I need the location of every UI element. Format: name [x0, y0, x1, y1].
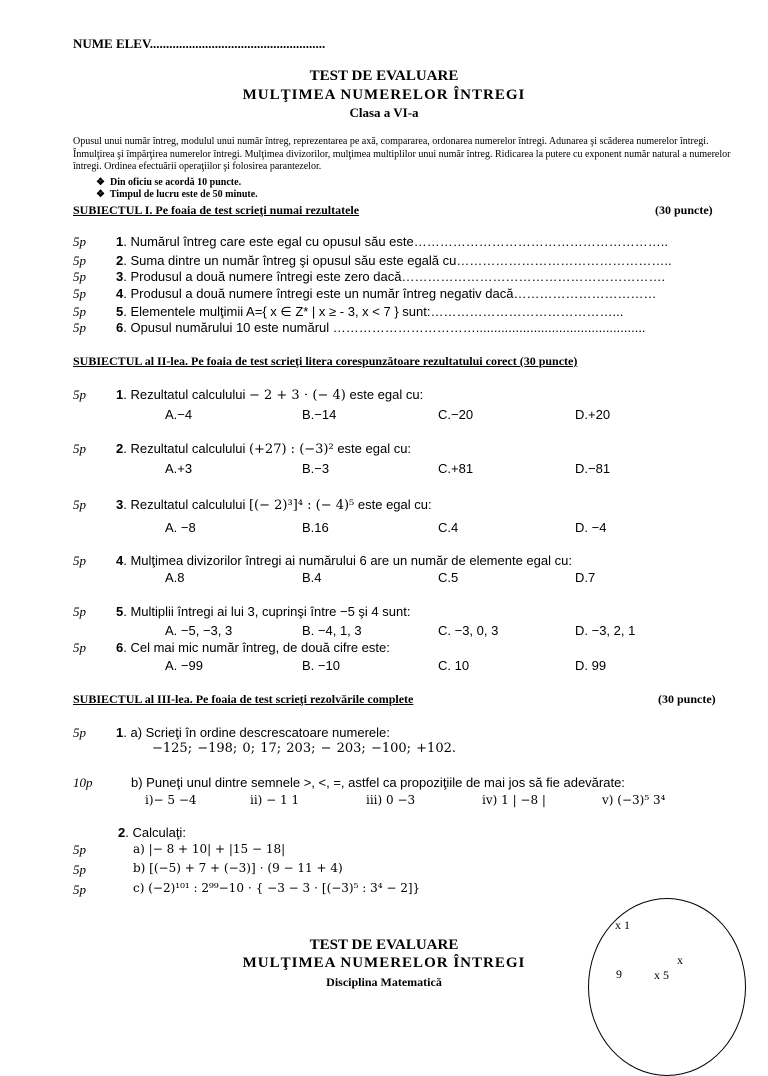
- question-3-1a: [116, 725, 390, 740]
- question-text: este egal cu:: [354, 497, 432, 512]
- answer-option-c: C. −3, 0, 3: [438, 623, 499, 638]
- question-text: . Suma dintre un număr întreg şi opusul său este egală cu…………………………………………..: [123, 253, 672, 268]
- question-text: . Calculaţi:: [125, 825, 186, 840]
- question-number: 5: [116, 604, 124, 619]
- bullet-official-points: ❖ Din oficiu se acordă 10 puncte.: [96, 177, 242, 188]
- question-text: . Produsul a două numere întregi este un număr întreg negativ dacă……………………………: [123, 286, 657, 301]
- diagram-label: 9: [616, 967, 622, 981]
- bullet-text: Timpul de lucru este de 50 minute.: [109, 189, 258, 200]
- section2-title: SUBIECTUL al II-lea. Pe foaia de test scrieţi litera corespunzătoare rezultatului corect (30 puncte): [73, 354, 578, 368]
- answer-option-b: B.4: [302, 570, 322, 585]
- question-text: . a) Scrieţi în ordine descrescatoare numerele:: [123, 725, 390, 740]
- diagram-label: x 5: [654, 968, 669, 982]
- question-3-1b: b) Puneţi unul dintre semnele >, <, =, astfel ca propoziţiile de mai jos să fie adevărate:: [131, 775, 625, 790]
- footer-subtitle: MULŢIMEA NUMERELOR ÎNTREGI: [242, 955, 526, 971]
- diagram-label: x: [677, 953, 683, 967]
- question-text: . Rezultatul calculului: [123, 387, 249, 402]
- question-3-2: [118, 825, 186, 840]
- question-number: 2: [116, 441, 124, 456]
- bullet-work-time: ❖ Timpul de lucru este de 50 minute.: [96, 189, 258, 200]
- class-label: Clasa a VI-a: [349, 105, 419, 120]
- answer-option-a: A.+3: [165, 461, 193, 476]
- question-number: 1: [116, 725, 124, 740]
- footer-title: TEST DE EVALUARE: [309, 937, 459, 953]
- points-label: 5p: [73, 320, 86, 335]
- question-text: . Multiplii întregi ai lui 3, cuprinşi între −5 şi 4 sunt:: [123, 604, 411, 619]
- question-text: este egal cu:: [333, 441, 412, 456]
- calc-b: b) [(−5) + 7 + (−3)] ⋅ (9 − 11 + 4): [133, 861, 343, 875]
- answer-option-b: B.16: [302, 520, 329, 535]
- section2-question: [116, 640, 390, 655]
- question-text: . Numărul întreg care este egal cu opusul său este…………………………………………………..: [123, 234, 668, 249]
- comparison-v: v) (−3)⁵ 3⁴: [602, 793, 666, 807]
- question-number: 2: [118, 825, 126, 840]
- section1-points: (30 puncte): [655, 203, 713, 217]
- question-number: 2: [116, 253, 124, 268]
- points-label: 5p: [73, 842, 86, 857]
- section2-question: [116, 553, 572, 568]
- question-number: 3: [116, 497, 124, 512]
- question-text: este egal cu:: [345, 387, 424, 402]
- points-label: 5p: [73, 553, 86, 568]
- comparison-i: i)− 5 −4: [145, 793, 197, 807]
- test-title: TEST DE EVALUARE: [309, 68, 459, 84]
- question-text: . Rezultatul calculului: [123, 497, 249, 512]
- answer-option-d: D. −4: [575, 520, 607, 535]
- section2-question: [116, 604, 410, 619]
- points-label: 5p: [73, 725, 86, 740]
- section2-question: [116, 387, 423, 403]
- answer-option-c: C.+81: [438, 461, 474, 476]
- answer-option-d: D. 99: [575, 658, 607, 673]
- answer-option-b: B.−3: [302, 461, 330, 476]
- number-list: −125; −198; 0; 17; 203; − 203; −100; +102.: [152, 741, 457, 756]
- calc-c: c) (−2)¹⁰¹ : 2⁹⁹−10 ⋅ { −3 − 3 ⋅ [(−3)⁵ : 3⁴ − 2]}: [133, 881, 421, 895]
- points-label: 5p: [73, 882, 86, 897]
- answer-option-a: A.8: [165, 570, 185, 585]
- answer-option-c: C.−20: [438, 407, 474, 422]
- points-label: 5p: [73, 269, 86, 284]
- question-text: . Elementele mulţimii A={ x ∈ Z* | x ≥ - 3, x < 7 } sunt:……………………………………...: [123, 304, 624, 319]
- section2-question: [116, 497, 432, 513]
- answer-option-c: C.5: [438, 570, 459, 585]
- comparison-iv: iv) 1 | −8 |: [482, 793, 546, 807]
- student-name-field: NUME ELEV......................................................: [73, 36, 326, 51]
- points-label: 5p: [73, 497, 86, 512]
- question-text: . Rezultatul calculului: [123, 441, 249, 456]
- answer-option-a: A. −8: [165, 520, 196, 535]
- question-number: 4: [116, 286, 124, 301]
- points-label: 10p: [73, 775, 93, 790]
- bullet-text: Din oficiu se acordă 10 puncte.: [109, 177, 242, 188]
- section1-question: [116, 286, 656, 301]
- test-subtitle: MULŢIMEA NUMERELOR ÎNTREGI: [242, 87, 526, 103]
- venn-circle: [588, 898, 746, 1076]
- answer-option-a: A. −99: [165, 658, 203, 673]
- footer-discipline: Disciplina Matematică: [326, 975, 442, 989]
- question-text: . Produsul a două numere întregi este zero dacă…………………………………………………….: [123, 269, 666, 284]
- answer-option-c: C. 10: [438, 658, 470, 673]
- question-number: 6: [116, 640, 124, 655]
- answer-option-a: A. −5, −3, 3: [165, 623, 233, 638]
- question-number: 5: [116, 304, 124, 319]
- section1-question: [116, 253, 672, 268]
- diagram-label: x 1: [615, 918, 630, 932]
- answer-option-b: B. −10: [302, 658, 340, 673]
- points-label: 5p: [73, 304, 86, 319]
- answer-option-d: D.7: [575, 570, 596, 585]
- question-number: 4: [116, 553, 124, 568]
- section1-title: SUBIECTUL I. Pe foaia de test scrieţi numai rezultatele: [73, 203, 360, 217]
- comparison-ii: ii) − 1 1: [250, 793, 300, 807]
- points-label: 5p: [73, 234, 86, 249]
- intro-paragraph: Opusul unui număr întreg, modulul unui număr întreg, reprezentarea pe axă, compararea, ordonarea numerelor întregi. Adunarea şi scăderea numerelor întregi. Înmulţirea şi împărţirea numerelor întregi. Mulţimea divizorilor, mulţimea multiplilor unui număr întreg. Ridicarea la putere cu exponent număr natural a numerelor întregi. Ordinea efectuării operaţiilor şi folosirea parantezelor.: [73, 136, 731, 172]
- points-label: 5p: [73, 286, 86, 301]
- math-expression: − 2 + 3 ⋅ (− 4): [248, 388, 346, 403]
- points-label: 5p: [73, 253, 86, 268]
- answer-option-b: B.−14: [302, 407, 337, 422]
- section2-question: [116, 441, 411, 457]
- question-number: 3: [116, 269, 124, 284]
- comparison-iii: iii) 0 −3: [366, 793, 416, 807]
- points-label: 5p: [73, 387, 86, 402]
- points-label: 5p: [73, 862, 86, 877]
- answer-option-a: A.−4: [165, 407, 193, 422]
- math-expression: [(− 2)³]⁴ : (− 4)⁵: [248, 498, 355, 513]
- math-expression: (+27) : (−3)²: [248, 442, 334, 457]
- answer-option-d: D. −3, 2, 1: [575, 623, 636, 638]
- points-label: 5p: [73, 441, 86, 456]
- section3-title: SUBIECTUL al III-lea. Pe foaia de test scrieţi rezolvările complete: [73, 692, 414, 706]
- question-text: . Opusul numărului 10 este numărul ……………………………...............................................: [123, 320, 646, 335]
- question-text: . Mulţimea divizorilor întregi ai numărului 6 are un număr de elemente egal cu:: [123, 553, 572, 568]
- answer-option-c: C.4: [438, 520, 459, 535]
- section1-question: [116, 304, 623, 320]
- section1-question: [116, 234, 668, 249]
- section3-points: (30 puncte): [658, 692, 716, 706]
- section1-question: [116, 320, 646, 335]
- points-label: 5p: [73, 640, 86, 655]
- question-number: 1: [116, 234, 124, 249]
- question-text: . Cel mai mic număr întreg, de două cifre este:: [123, 640, 390, 655]
- calc-a: a) |− 8 + 10| + |15 − 18|: [133, 842, 286, 856]
- question-number: 6: [116, 320, 124, 335]
- points-label: 5p: [73, 604, 86, 619]
- section1-question: [116, 269, 665, 284]
- question-number: 1: [116, 387, 124, 402]
- answer-option-b: B. −4, 1, 3: [302, 623, 362, 638]
- answer-option-d: D.−81: [575, 461, 611, 476]
- answer-option-d: D.+20: [575, 407, 611, 422]
